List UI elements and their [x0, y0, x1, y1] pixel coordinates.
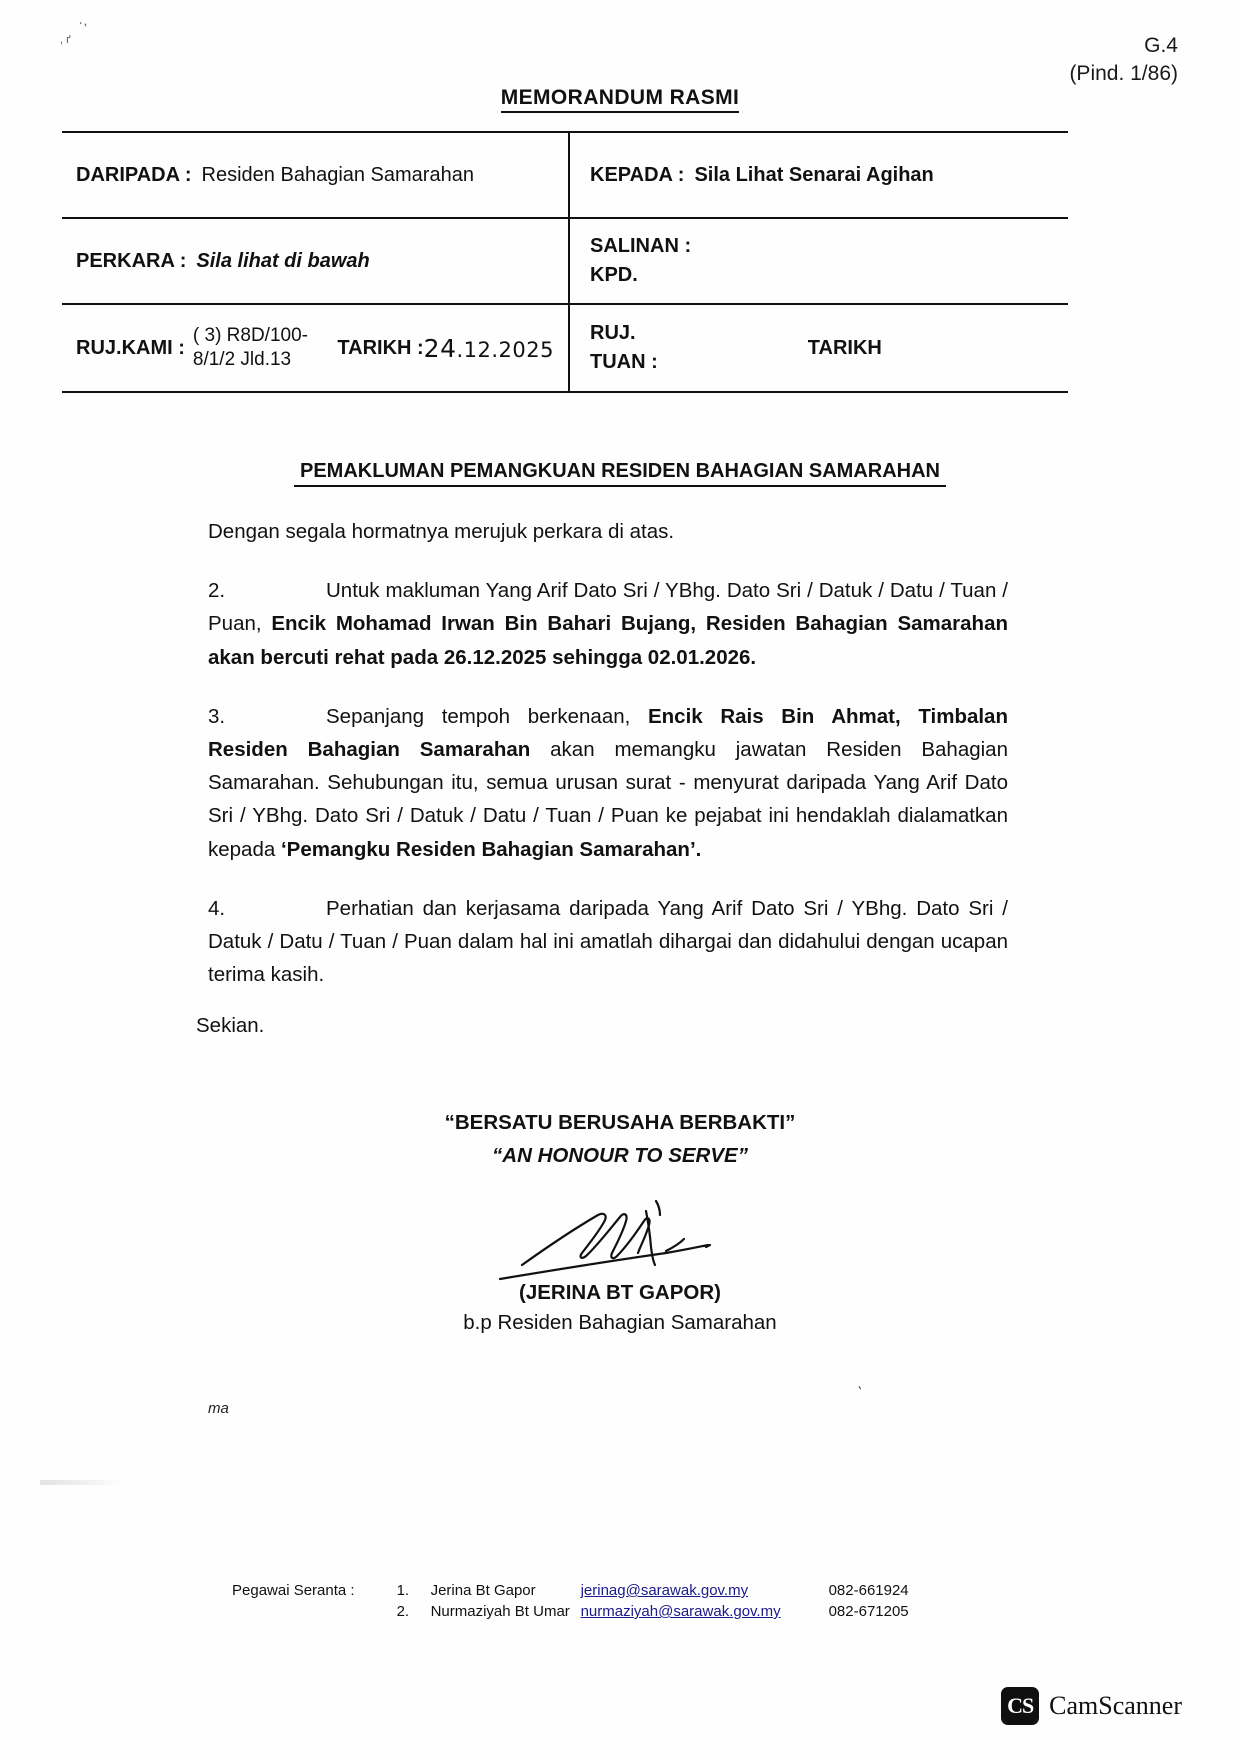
daripada-label: DARIPADA :: [76, 163, 192, 186]
paragraph-2-number: 2.: [208, 579, 226, 603]
contact-index: 2.: [396, 1603, 410, 1620]
contact-phone: 082-671205: [828, 1603, 909, 1620]
contact-footer-label: Pegawai Seranta :: [232, 1582, 355, 1599]
paragraph-opening: Dengan segala hormatnya merujuk perkara di atas.: [208, 520, 675, 543]
table-row: [397, 1580, 909, 1601]
contact-email[interactable]: [581, 1601, 829, 1622]
closing-text: Sekian.: [196, 1014, 265, 1037]
memo-cell-daripada: [62, 133, 570, 217]
memo-row-from-to: [62, 133, 1068, 219]
paragraph-3-text-bold-name: Encik Rais Bin Ahmat, Timbalan Residen Bahagian Samarahan: [208, 704, 1008, 762]
subject-heading-text: PEMAKLUMAN PEMANGKUAN RESIDEN BAHAGIAN SAMARAHAN: [294, 460, 946, 487]
memo-row-subject-copy: [62, 219, 1068, 305]
form-code-block: [1069, 32, 1178, 89]
ruj-kami-value: ( 3) R8D/100-8/1/2 Jld.13: [192, 325, 308, 370]
paragraph-2: [208, 574, 1008, 674]
scan-artifact-mark: ·,: [75, 13, 89, 30]
perkara-value: Sila lihat di bawah: [196, 249, 370, 272]
paragraph-4: [208, 892, 1008, 992]
salinan-label: SALINAN :: [590, 235, 692, 257]
contact-email-link[interactable]: jerinag@sarawak.gov.my: [580, 1582, 749, 1599]
memo-cell-perkara: [62, 219, 570, 303]
tarikh-label: TARIKH :: [337, 336, 424, 359]
paragraph-4-text: Perhatian dan kerjasama daripada Yang Arif Dato Sri / YBhg. Dato Sri / Datuk / Datu / Tuan / Puan dalam hal ini amatlah dihargai dan didahului dengan ucapan terima kasih.: [208, 896, 1008, 987]
tarikh-label-right: TARIKH: [807, 336, 882, 359]
scan-edge-noise: [40, 1480, 130, 1485]
motto-line-2: “AN HONOUR TO SERVE”: [492, 1143, 748, 1167]
camscanner-logo-icon: CS: [1001, 1687, 1039, 1725]
camscanner-watermark: [1001, 1687, 1182, 1725]
kpd-label: KPD.: [590, 264, 638, 286]
ruj-tuan-label: RUJ. TUAN :: [590, 322, 658, 373]
contact-table: [397, 1580, 909, 1622]
memo-cell-salinan: [570, 219, 1068, 303]
tarikh-value-rest: .12.2025: [456, 337, 554, 362]
memo-cell-ruj-kami: [62, 305, 570, 391]
body-content: [208, 515, 1008, 1017]
handwritten-signature-icon: [470, 1195, 770, 1287]
department-motto: [0, 1107, 1240, 1173]
paragraph-4-number: 4.: [208, 896, 226, 920]
typist-initials: ma: [208, 1400, 229, 1417]
signatory-name: (JERINA BT GAPOR): [519, 1281, 721, 1304]
memo-cell-ruj-tuan: [570, 305, 1068, 391]
paragraph-3: [208, 700, 1008, 866]
contact-name: Nurmaziyah Bt Umar: [430, 1603, 570, 1620]
memo-row-reference: [62, 305, 1068, 391]
contact-email[interactable]: [581, 1580, 829, 1601]
paragraph-2-text-bold: Encik Mohamad Irwan Bin Bahari Bujang, Residen Bahagian Samarahan akan bercuti rehat pada 26.12.2025 sehingga 02.01.2026.: [208, 612, 1008, 669]
paragraph-3-number: 3.: [208, 704, 226, 728]
paragraph-3-text-c: akan memangku jawatan Residen Bahagian Samarahan. Sehubungan itu, semua urusan surat - menyurat daripada Yang Arif Dato Sri / YBhg. Dato Sri / Datuk / Datu / Tuan / Puan ke pejabat ini hendaklah dialamatkan kepada: [208, 738, 1008, 861]
signatory-role: b.p Residen Bahagian Samarahan: [463, 1311, 777, 1334]
paragraph-3-text-bold-title: ‘Pemangku Residen Bahagian Samarahan’.: [280, 837, 702, 861]
page-title-text: MEMORANDUM RASMI: [501, 86, 740, 113]
memo-header-table: [62, 131, 1068, 393]
contact-index: 1.: [396, 1582, 410, 1599]
contact-footer: [232, 1580, 909, 1622]
camscanner-label: CamScanner: [1049, 1691, 1182, 1720]
form-revision: (Pind. 1/86): [1069, 62, 1178, 86]
form-code: G.4: [1144, 34, 1178, 57]
contact-email-link[interactable]: nurmaziyah@sarawak.gov.my: [580, 1603, 781, 1620]
contact-phone: 082-661924: [828, 1582, 909, 1599]
signature-block: [0, 1195, 1240, 1335]
scan-artifact-mark-secondary: , ґ: [60, 34, 71, 46]
table-row: [397, 1601, 909, 1622]
motto-line-1: “BERSATU BERUSAHA BERBAKTI”: [444, 1111, 796, 1134]
subject-heading: [0, 460, 1240, 483]
paragraph-3-text-a: Sepanjang tempoh berkenaan,: [326, 704, 648, 728]
kepada-value: Sila Lihat Senarai Agihan: [694, 163, 934, 186]
tarikh-value: [424, 334, 554, 363]
kepada-label: KEPADA :: [590, 163, 685, 186]
contact-name: Jerina Bt Gapor: [430, 1582, 536, 1599]
page-title: [0, 86, 1240, 110]
paragraph-2-text-a: Untuk makluman Yang Arif Dato Sri / YBhg. Dato Sri / Datuk / Datu / Tuan / Puan,: [208, 579, 1008, 636]
memo-cell-kepada: [570, 133, 1068, 217]
scan-artifact-tick: `: [852, 1384, 864, 1403]
ruj-kami-label: RUJ.KAMI :: [76, 336, 185, 359]
daripada-value: Residen Bahagian Samarahan: [201, 163, 474, 186]
perkara-label: PERKARA :: [76, 249, 187, 272]
tarikh-value-handwritten: 24: [423, 333, 457, 363]
